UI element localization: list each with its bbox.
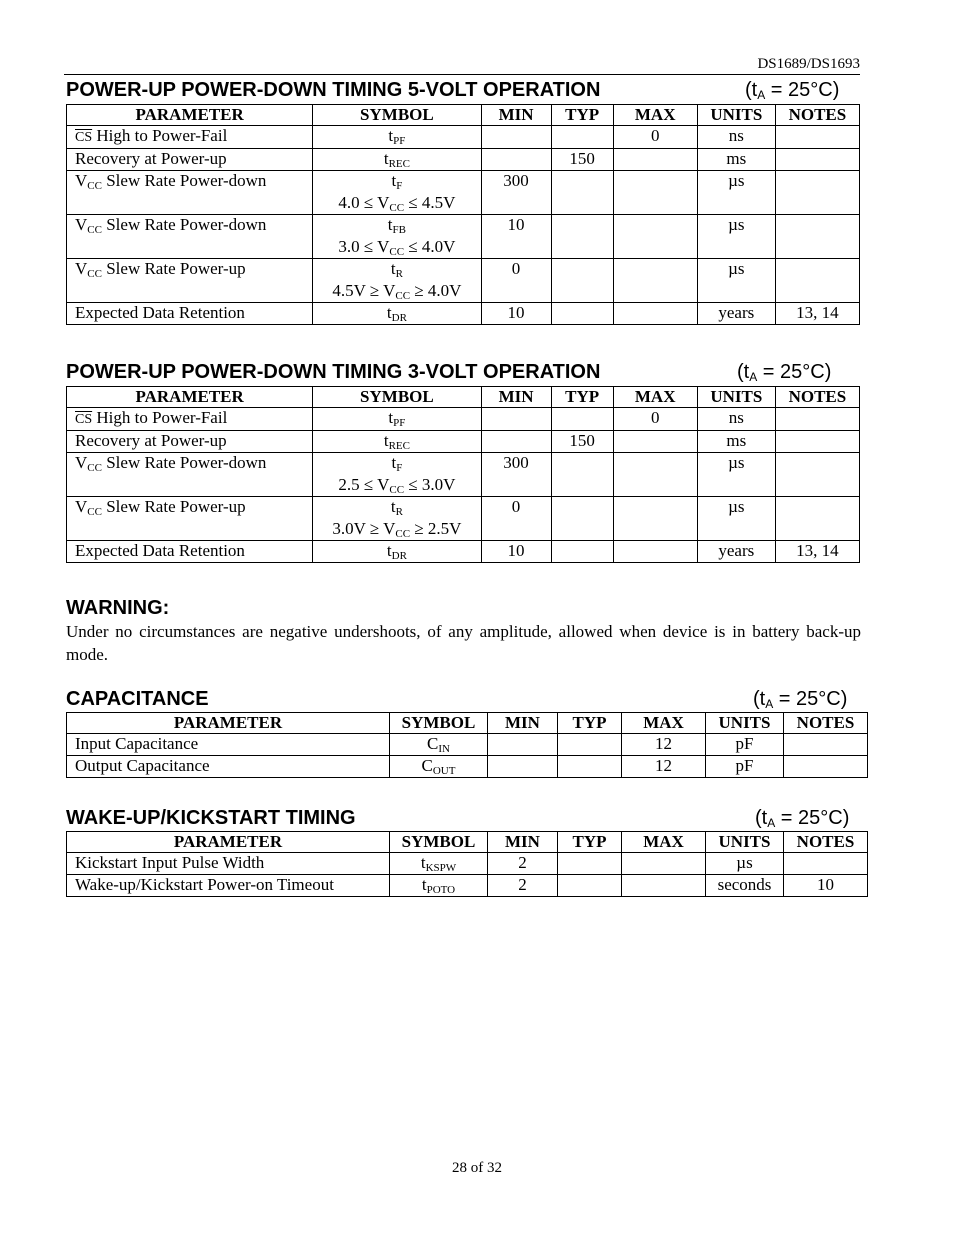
min-cell: 300 (481, 171, 551, 215)
cond-right: ≤ 4.0V (404, 237, 456, 256)
table-row (67, 453, 860, 497)
table-row (67, 259, 860, 303)
typ-cell (551, 453, 613, 497)
max-cell (613, 431, 697, 453)
symbol (390, 853, 487, 873)
column-header: TYP (558, 713, 622, 734)
notes-cell (775, 171, 859, 215)
param-prefix: V (75, 215, 88, 234)
symbol (313, 215, 480, 235)
notes-cell (775, 259, 859, 303)
symbol (390, 734, 487, 754)
symbol-sub: PF (393, 417, 406, 429)
section-title-wakeup: WAKE-UP/KICKSTART TIMING (66, 807, 356, 829)
column-header: SYMBOL (390, 713, 488, 734)
param-prefix: V (75, 171, 88, 190)
parameter-cell (67, 497, 313, 541)
column-header: PARAMETER (67, 105, 313, 126)
min-cell: 2 (488, 875, 558, 897)
table-row (67, 126, 860, 149)
symbol-cell (390, 734, 488, 756)
symbol-sub: DR (391, 312, 407, 324)
symbol (313, 149, 480, 169)
table-row (67, 756, 868, 778)
column-header: UNITS (697, 387, 775, 408)
column-header: TYP (551, 387, 613, 408)
max-cell (613, 497, 697, 541)
param-text: Slew Rate Power-up (101, 259, 246, 278)
parameter-cell (67, 453, 313, 497)
symbol-cell (313, 408, 481, 431)
min-cell (481, 149, 551, 171)
symbol-sub: PF (393, 135, 406, 147)
column-header: SYMBOL (390, 832, 488, 853)
table-row (67, 541, 860, 563)
table-row (67, 303, 860, 325)
param-prefix-sub: CC (87, 180, 102, 192)
max-cell (613, 541, 697, 563)
typ-cell: 150 (551, 431, 613, 453)
typ-cell: 150 (551, 149, 613, 171)
param-text: Expected Data Retention (75, 303, 245, 322)
units-cell: µs (697, 497, 775, 541)
symbol-condition (313, 475, 480, 495)
units-cell: pF (706, 756, 784, 778)
units-cell: µs (706, 853, 784, 875)
table-row (67, 171, 860, 215)
param-prefix: V (75, 497, 88, 516)
symbol-base: t (386, 541, 392, 560)
table-row (67, 431, 860, 453)
units-cell: ns (697, 408, 775, 431)
table-row (67, 497, 860, 541)
column-header: SYMBOL (313, 387, 481, 408)
symbol-cell (313, 259, 481, 303)
table-row (67, 149, 860, 171)
symbol-base: C (421, 756, 433, 775)
notes-cell (784, 734, 868, 756)
typ-cell (551, 497, 613, 541)
max-cell: 12 (622, 734, 706, 756)
symbol-base: t (391, 453, 397, 472)
column-header: UNITS (706, 713, 784, 734)
min-cell (481, 126, 551, 149)
min-cell: 10 (481, 215, 551, 259)
symbol-cell (313, 149, 481, 171)
column-header: MAX (613, 105, 697, 126)
notes-cell (775, 408, 859, 431)
param-prefix: V (75, 259, 88, 278)
cond-left: 4.5V ≥ V (332, 281, 396, 300)
symbol-sub: F (396, 462, 403, 474)
symbol-base: t (383, 431, 389, 450)
symbol-sub: DR (391, 550, 407, 562)
parameter-cell (67, 431, 313, 453)
cond-left: 3.0 ≤ V (338, 237, 390, 256)
symbol (313, 303, 480, 323)
min-cell: 0 (481, 259, 551, 303)
cond-right: ≥ 4.0V (410, 281, 462, 300)
column-header: TYP (551, 105, 613, 126)
units-cell: years (697, 303, 775, 325)
table-row (67, 215, 860, 259)
header-rule (64, 74, 860, 75)
units-cell: µs (697, 259, 775, 303)
symbol-sub: OUT (432, 765, 456, 777)
symbol (313, 453, 480, 473)
min-cell: 300 (481, 453, 551, 497)
symbol-base: t (391, 171, 397, 190)
symbol-base: t (387, 215, 393, 234)
symbol-sub: REC (388, 440, 410, 452)
symbol (313, 541, 480, 561)
symbol (390, 756, 487, 776)
cond-left: 4.0 ≤ V (338, 193, 390, 212)
symbol (313, 497, 480, 517)
parameter-cell (67, 149, 313, 171)
parameter-cell (67, 215, 313, 259)
table-wakeup (66, 831, 868, 897)
units-cell: µs (697, 453, 775, 497)
max-cell (613, 149, 697, 171)
param-prefix-sub: CC (87, 462, 102, 474)
overline-signal: $\overline{CS}$ (75, 412, 93, 427)
notes-cell (775, 453, 859, 497)
header-row (67, 832, 868, 853)
symbol-cell (313, 431, 481, 453)
units-cell: years (697, 541, 775, 563)
temp-condition-capacitance: $(t_A = 25^\circ C)$ (753, 688, 848, 711)
column-header: NOTES (784, 832, 868, 853)
symbol-base: C (427, 734, 439, 753)
param-text: Kickstart Input Pulse Width (75, 853, 265, 872)
table-5v (66, 104, 860, 325)
symbol-condition (313, 193, 480, 213)
typ-cell (558, 756, 622, 778)
min-cell: 10 (481, 303, 551, 325)
column-header: MIN (488, 713, 558, 734)
units-cell: ns (697, 126, 775, 149)
param-prefix-sub: CC (87, 506, 102, 518)
symbol-base: t (388, 126, 394, 145)
min-cell (481, 408, 551, 431)
param-prefix-sub: CC (87, 268, 102, 280)
symbol-cell (313, 126, 481, 149)
param-text: Slew Rate Power-up (101, 497, 246, 516)
units-cell: seconds (706, 875, 784, 897)
cond-right: ≥ 2.5V (410, 519, 462, 538)
param-text: Wake-up/Kickstart Power-on Timeout (75, 875, 334, 894)
param-text: High to Power-Fail (92, 408, 228, 427)
warning-title: WARNING: (66, 597, 170, 619)
table-row (67, 734, 868, 756)
symbol-sub: R (395, 268, 403, 280)
cond-sub: CC (389, 202, 405, 214)
units-cell: ms (697, 149, 775, 171)
param-text: Recovery at Power-up (75, 431, 227, 450)
units-cell: pF (706, 734, 784, 756)
symbol-sub: KSPW (425, 862, 457, 874)
notes-cell (784, 853, 868, 875)
section-title-5v: POWER-UP POWER-DOWN TIMING 5-VOLT OPERATION (66, 79, 601, 101)
parameter-cell (67, 875, 390, 897)
cond-left: 2.5 ≤ V (338, 475, 390, 494)
units-cell: ms (697, 431, 775, 453)
cond-left: 3.0V ≥ V (332, 519, 396, 538)
max-cell: 0 (613, 126, 697, 149)
cond-sub: CC (395, 290, 411, 302)
notes-cell: 10 (784, 875, 868, 897)
table-row (67, 875, 868, 897)
typ-cell (551, 171, 613, 215)
table-3v (66, 386, 860, 563)
column-header: MAX (622, 713, 706, 734)
symbol-cell (390, 875, 488, 897)
column-header: MIN (488, 832, 558, 853)
param-text: High to Power-Fail (92, 126, 228, 145)
symbol-condition (313, 281, 480, 301)
max-cell: 12 (622, 756, 706, 778)
min-cell: 10 (481, 541, 551, 563)
typ-cell (551, 259, 613, 303)
symbol-base: t (390, 259, 396, 278)
min-cell (488, 756, 558, 778)
cond-sub: CC (389, 484, 405, 496)
symbol-base: t (421, 875, 427, 894)
symbol-base: t (420, 853, 426, 872)
symbol-sub: R (395, 506, 403, 518)
symbol (313, 431, 480, 451)
temp-condition-wakeup: $(t_A = 25^\circ C)$ (755, 807, 850, 830)
parameter-cell (67, 734, 390, 756)
symbol-sub: F (396, 180, 403, 192)
parameter-cell (67, 171, 313, 215)
column-header: PARAMETER (67, 832, 390, 853)
cond-right: ≤ 3.0V (404, 475, 456, 494)
column-header: UNITS (706, 832, 784, 853)
page-number: 28 of 32 (452, 1160, 502, 1176)
notes-cell (784, 756, 868, 778)
overline-signal: $\overline{CS}$ (75, 130, 93, 145)
typ-cell (551, 408, 613, 431)
param-text: Input Capacitance (75, 734, 199, 753)
symbol-cell (313, 215, 481, 259)
symbol-cell (313, 453, 481, 497)
temp-condition-3v: $(t_A = 25^\circ C)$ (737, 361, 832, 384)
column-header: MIN (481, 387, 551, 408)
parameter-cell (67, 853, 390, 875)
parameter-cell (67, 756, 390, 778)
symbol-cell (390, 853, 488, 875)
min-cell (481, 431, 551, 453)
column-header: UNITS (697, 105, 775, 126)
header-row (67, 387, 860, 408)
symbol (390, 875, 487, 895)
column-header: PARAMETER (67, 713, 390, 734)
typ-cell (551, 541, 613, 563)
min-cell: 0 (481, 497, 551, 541)
parameter-cell (67, 126, 313, 149)
max-cell (613, 453, 697, 497)
max-cell (613, 259, 697, 303)
typ-cell (558, 875, 622, 897)
parameter-cell (67, 408, 313, 431)
typ-cell (551, 215, 613, 259)
param-text: Slew Rate Power-down (101, 171, 267, 190)
column-header: TYP (558, 832, 622, 853)
symbol-cell (390, 756, 488, 778)
notes-cell (775, 215, 859, 259)
max-cell (613, 215, 697, 259)
cond-right: ≤ 4.5V (404, 193, 456, 212)
max-cell (622, 875, 706, 897)
column-header: MAX (622, 832, 706, 853)
column-header: PARAMETER (67, 387, 313, 408)
param-prefix-sub: CC (87, 224, 102, 236)
min-cell: 2 (488, 853, 558, 875)
cond-sub: CC (389, 246, 405, 258)
min-cell (488, 734, 558, 756)
notes-cell (775, 126, 859, 149)
symbol-cell (313, 541, 481, 563)
section-title-capacitance: CAPACITANCE (66, 688, 209, 710)
units-cell: µs (697, 171, 775, 215)
symbol-sub: IN (438, 743, 450, 755)
document-id: DS1689/DS1693 (757, 56, 860, 72)
notes-cell (775, 497, 859, 541)
symbol-condition (313, 237, 480, 257)
parameter-cell (67, 541, 313, 563)
notes-cell (775, 431, 859, 453)
param-text: Slew Rate Power-down (101, 453, 267, 472)
notes-cell: 13, 14 (775, 541, 859, 563)
column-header: NOTES (775, 387, 859, 408)
parameter-cell (67, 259, 313, 303)
typ-cell (558, 853, 622, 875)
table-row (67, 408, 860, 431)
max-cell (622, 853, 706, 875)
table-capacitance (66, 712, 868, 778)
max-cell (613, 171, 697, 215)
header-row (67, 105, 860, 126)
table-row (67, 853, 868, 875)
column-header: NOTES (784, 713, 868, 734)
symbol-condition (313, 519, 480, 539)
param-prefix: V (75, 453, 88, 472)
symbol-sub: POTO (426, 884, 456, 896)
param-text: Recovery at Power-up (75, 149, 227, 168)
cond-sub: CC (395, 528, 411, 540)
column-header: SYMBOL (313, 105, 481, 126)
typ-cell (558, 734, 622, 756)
column-header: MIN (481, 105, 551, 126)
section-title-3v: POWER-UP POWER-DOWN TIMING 3-VOLT OPERATION (66, 361, 601, 383)
max-cell (613, 303, 697, 325)
symbol-cell (313, 171, 481, 215)
symbol-base: t (383, 149, 389, 168)
symbol (313, 171, 480, 191)
notes-cell (775, 149, 859, 171)
symbol-base: t (390, 497, 396, 516)
param-text: Slew Rate Power-down (101, 215, 267, 234)
typ-cell (551, 126, 613, 149)
column-header: MAX (613, 387, 697, 408)
symbol-sub: REC (388, 158, 410, 170)
symbol-cell (313, 497, 481, 541)
units-cell: µs (697, 215, 775, 259)
parameter-cell (67, 303, 313, 325)
symbol (313, 408, 480, 428)
symbol-base: t (388, 408, 394, 427)
header-row (67, 713, 868, 734)
symbol-sub: FB (392, 224, 406, 236)
column-header: NOTES (775, 105, 859, 126)
max-cell: 0 (613, 408, 697, 431)
symbol (313, 259, 480, 279)
symbol (313, 126, 480, 146)
param-text: Expected Data Retention (75, 541, 245, 560)
notes-cell: 13, 14 (775, 303, 859, 325)
param-text: Output Capacitance (75, 756, 210, 775)
typ-cell (551, 303, 613, 325)
symbol-cell (313, 303, 481, 325)
symbol-base: t (386, 303, 392, 322)
warning-text: Under no circumstances are negative undershoots, of any amplitude, allowed when device is in battery back-up mode. (66, 622, 861, 664)
temp-condition-5v: $(t_A = 25^\circ C)$ (745, 79, 840, 102)
